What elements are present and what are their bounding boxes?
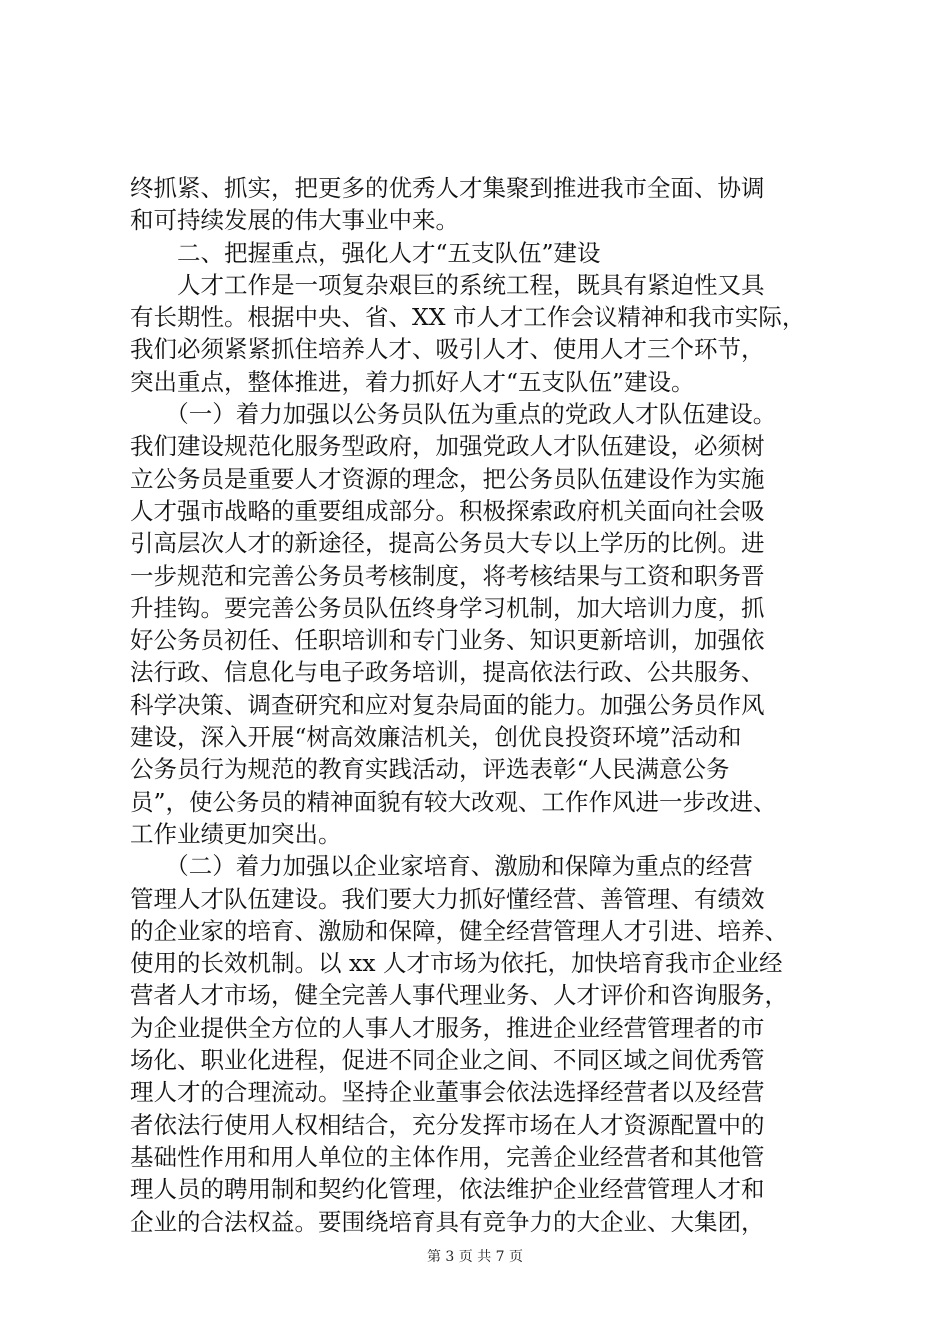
- text-line: 工作业绩更加突出。: [130, 819, 342, 848]
- text-line: 终抓紧、抓实，把更多的优秀人才集聚到推进我市全面、协调: [130, 174, 765, 202]
- text-line: 管理人才队伍建设。我们要大力抓好懂经营、善管理、有绩效: [130, 884, 765, 913]
- text-line: 有长期性。根据中央、省、XX 市人才工作会议精神和我市实际，: [130, 303, 806, 332]
- text-line: 科学决策、调查研究和应对复杂局面的能力。加强公务员作风: [130, 690, 765, 719]
- body-text: [130, 172, 830, 1238]
- text-line: 引高层次人才的新途径，提高公务员大专以上学历的比例。进: [130, 529, 765, 558]
- text-line: 突出重点，整体推进，着力抓好人才“五支队伍”建设。: [130, 367, 695, 396]
- text-line: 人才强市战略的重要组成部分。积极探索政府机关面向社会吸: [130, 496, 765, 525]
- text-line: 我们必须紧紧抓住培养人才、吸引人才、使用人才三个环节，: [130, 335, 765, 364]
- text-line: 企业的合法权益。要围绕培育具有竞争力的大企业、大集团，: [130, 1207, 765, 1236]
- text-line: 立公务员是重要人才资源的理念，把公务员队伍建设作为实施: [130, 464, 765, 493]
- text-line: 理人员的聘用制和契约化管理，依法维护企业经营管理人才和: [130, 1175, 765, 1204]
- text-line: 好公务员初任、任职培训和专门业务、知识更新培训，加强依: [130, 626, 765, 655]
- text-line: 和可持续发展的伟大事业中来。: [130, 206, 459, 235]
- text-line: 二、把握重点，强化人才“五支队伍”建设: [130, 238, 601, 267]
- text-line: （二）着力加强以企业家培育、激励和保障为重点的经营: [130, 852, 753, 881]
- text-line: 为企业提供全方位的人事人才服务，推进企业经营管理者的市: [130, 1013, 765, 1042]
- text-line: （一）着力加强以公务员队伍为重点的党政人才队伍建设。: [130, 400, 777, 429]
- text-line: 公务员行为规范的教育实践活动，评选表彰“人民满意公务: [130, 755, 730, 784]
- text-line: 基础性作用和用人单位的主体作用，完善企业经营者和其他管: [130, 1142, 765, 1171]
- text-line: 我们建设规范化服务型政府，加强党政人才队伍建设，必须树: [130, 432, 765, 461]
- page-footer: 第 3 页 共 7 页: [426, 1249, 524, 1265]
- text-line: 建设，深入开展“树高效廉洁机关，创优良投资环境”活动和: [130, 723, 742, 752]
- text-line: 员”，使公务员的精神面貌有较大改观、工作作风进一步改进、: [130, 787, 777, 816]
- text-line: 场化、职业化进程，促进不同企业之间、不同区域之间优秀管: [130, 1046, 765, 1075]
- text-line: 使用的长效机制。以 xx 人才市场为依托，加快培育我市企业经: [130, 949, 783, 978]
- text-line: 营者人才市场，健全完善人事代理业务、人才评价和咨询服务，: [130, 981, 788, 1010]
- text-line: 升挂钩。要完善公务员队伍终身学习机制，加大培训力度，抓: [130, 593, 765, 622]
- text-line: 的企业家的培育、激励和保障，健全经营管理人才引进、培养、: [130, 916, 788, 945]
- text-line: 法行政、信息化与电子政务培训，提高依法行政、公共服务、: [130, 658, 765, 687]
- text-line: 人才工作是一项复杂艰巨的系统工程，既具有紧迫性又具: [130, 270, 765, 299]
- text-line: 一步规范和完善公务员考核制度，将考核结果与工资和职务晋: [130, 561, 765, 590]
- text-line: 理人才的合理流动。坚持企业董事会依法选择经营者以及经营: [130, 1078, 765, 1107]
- text-line: 者依法行使用人权相结合，充分发挥市场在人才资源配置中的: [130, 1110, 765, 1139]
